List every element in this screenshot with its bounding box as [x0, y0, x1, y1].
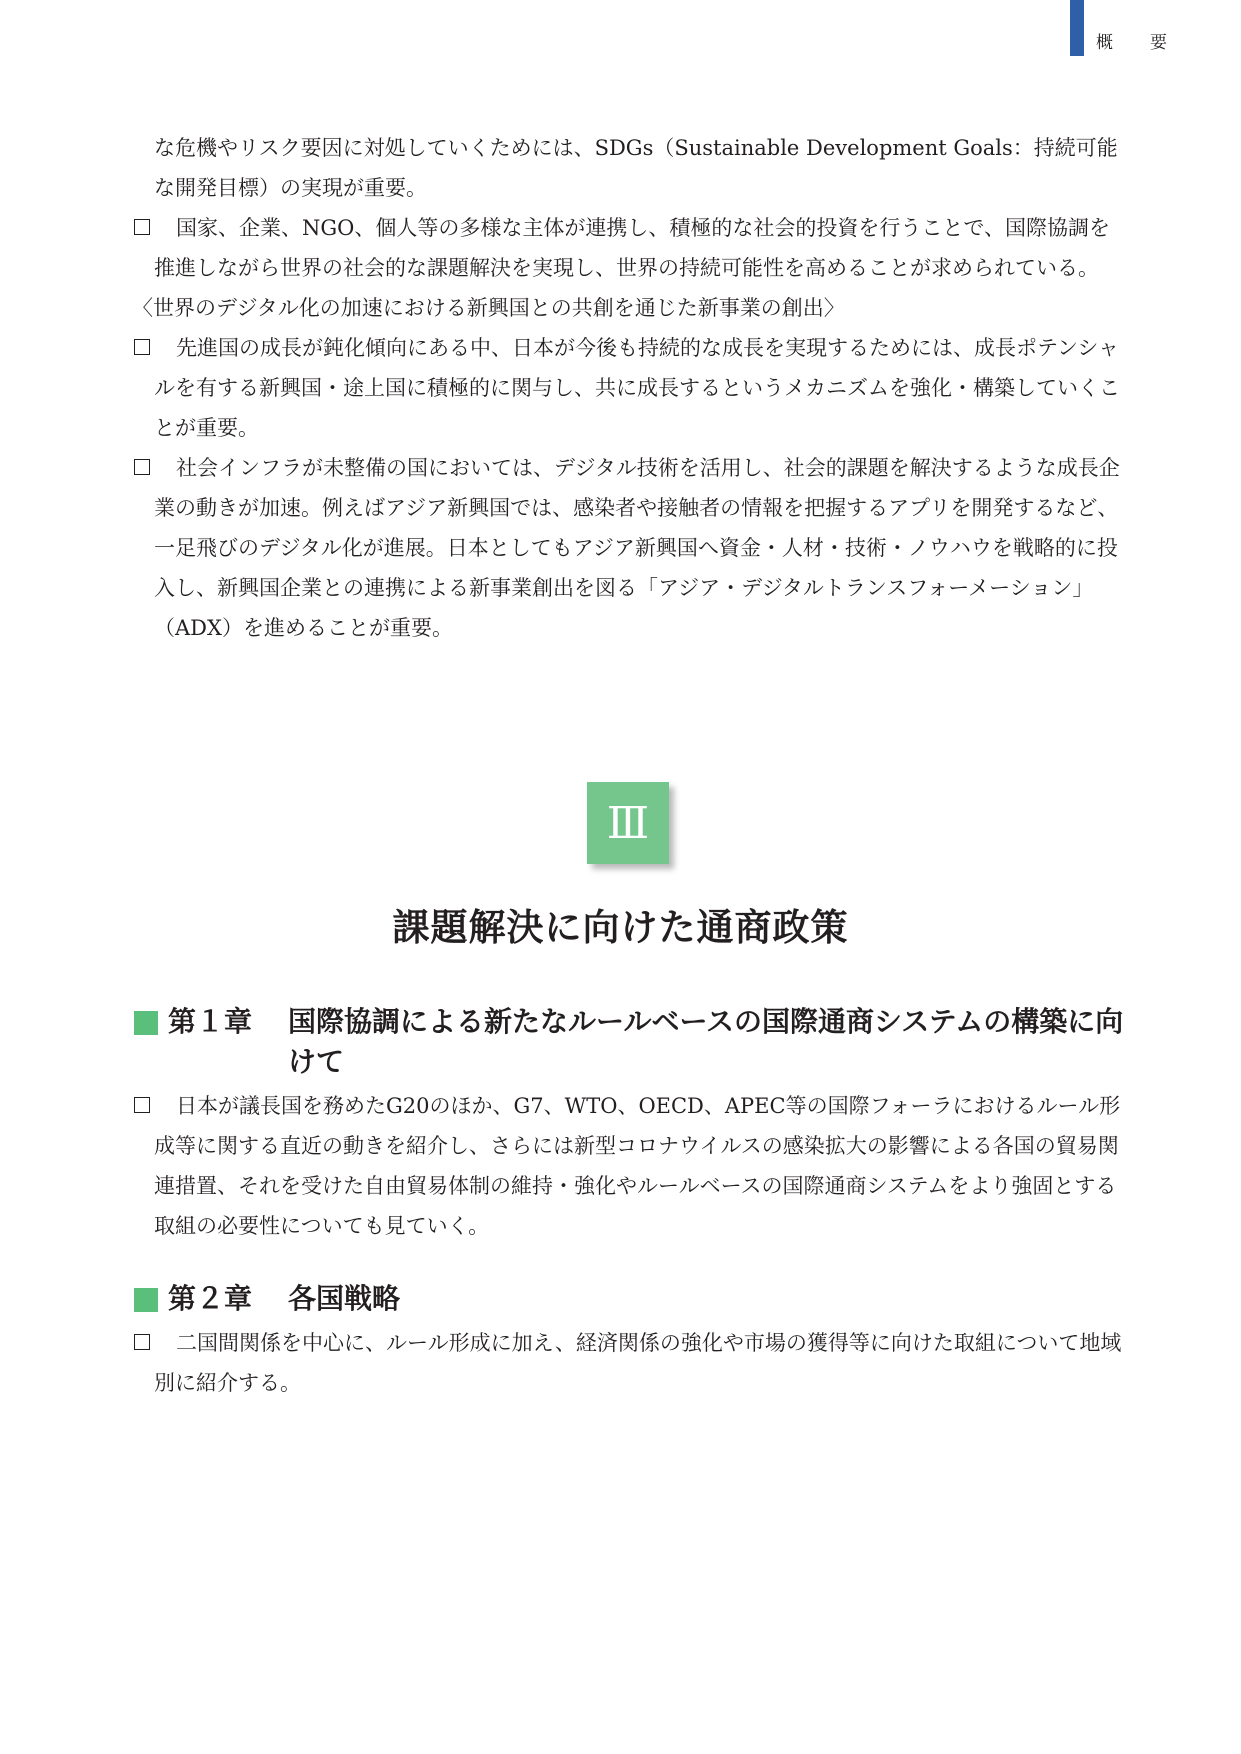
chapter-title: 国際協調による新たなルールベースの国際通商システムの構築に向けて — [288, 1005, 1124, 1078]
paragraph-text: 先進国の成長が鈍化傾向にある中、日本が今後も持続的な成長を実現するためには、成長ポテンシャルを有する新興国・途上国に積極的に関与し、共に成長するというメカニズムを強化・構築していくことが重要。 — [154, 336, 1120, 440]
chapter-2 — [132, 1279, 1126, 1403]
paragraph-text: 社会インフラが未整備の国においては、デジタル技術を活用し、社会的課題を解決するような成長企業の動きが加速。例えばアジア新興国では、感染者や接触者の情報を把握するアプリを開発するなど、一足飛びのデジタル化が進展。日本としてもアジア新興国へ資金・人材・技術・ノウハウを戦略的に投入し、新興国企業との連携による新事業創出を図る「アジア・デジタルトランスフォーメーション」（ADX）を進めることが重要。 — [154, 456, 1120, 640]
chapter-heading — [132, 1279, 1126, 1319]
header-accent-bar — [1070, 0, 1084, 56]
bullet-paragraph — [132, 448, 1126, 648]
bullet-paragraph — [132, 208, 1126, 288]
chapter-heading — [132, 1002, 1126, 1082]
chapter-number: 第１章 — [168, 1005, 253, 1038]
continuation-paragraph — [132, 128, 1126, 208]
checkbox-icon — [134, 1097, 150, 1113]
bullet-paragraph — [132, 328, 1126, 448]
part-numeral-badge: Ⅲ — [587, 782, 669, 864]
chapter-title: 各国戦略 — [288, 1282, 401, 1315]
subheading: 〈世界のデジタル化の加速における新興国との共創を通じた新事業の創出〉 — [132, 296, 845, 320]
paragraph-text: 国家、企業、NGO、個人等の多様な主体が連携し、積極的な社会的投資を行うことで、国際協調を推進しながら世界の社会的な課題解決を実現し、世界の持続可能性を高めることが求められている。 — [154, 216, 1110, 280]
chapter-1 — [132, 1002, 1126, 1246]
checkbox-icon — [134, 1334, 150, 1350]
section-header-label: 概 要 — [1096, 33, 1177, 53]
checkbox-icon — [134, 459, 150, 475]
paragraph-text: 二国間関係を中心に、ルール形成に加え、経済関係の強化や市場の獲得等に向けた取組について地域別に紹介する。 — [154, 1331, 1122, 1395]
green-square-icon — [134, 1011, 158, 1035]
chapter-number: 第２章 — [168, 1282, 253, 1315]
checkbox-icon — [134, 219, 150, 235]
bullet-paragraph — [132, 1323, 1126, 1403]
bullet-paragraph — [132, 1086, 1126, 1246]
paragraph-text: 日本が議長国を務めたG20のほか、G7、WTO、OECD、APEC等の国際フォーラにおけるルール形成等に関する直近の動きを紹介し、さらには新型コロナウイルスの感染拡大の影響による各国の貿易関連措置、それを受けた自由貿易体制の維持・強化やルールベースの国際通商システムをより強固とする取組の必要性についても見ていく。 — [154, 1094, 1121, 1238]
green-square-icon — [134, 1288, 158, 1312]
part-title: 課題解決に向けた通商政策 — [392, 906, 849, 949]
paragraph-text: な危機やリスク要因に対処していくためには、SDGs（Sustainable Development Goals：持続可能な開発目標）の実現が重要。 — [154, 136, 1118, 200]
checkbox-icon — [134, 339, 150, 355]
intro-content — [132, 128, 1126, 648]
